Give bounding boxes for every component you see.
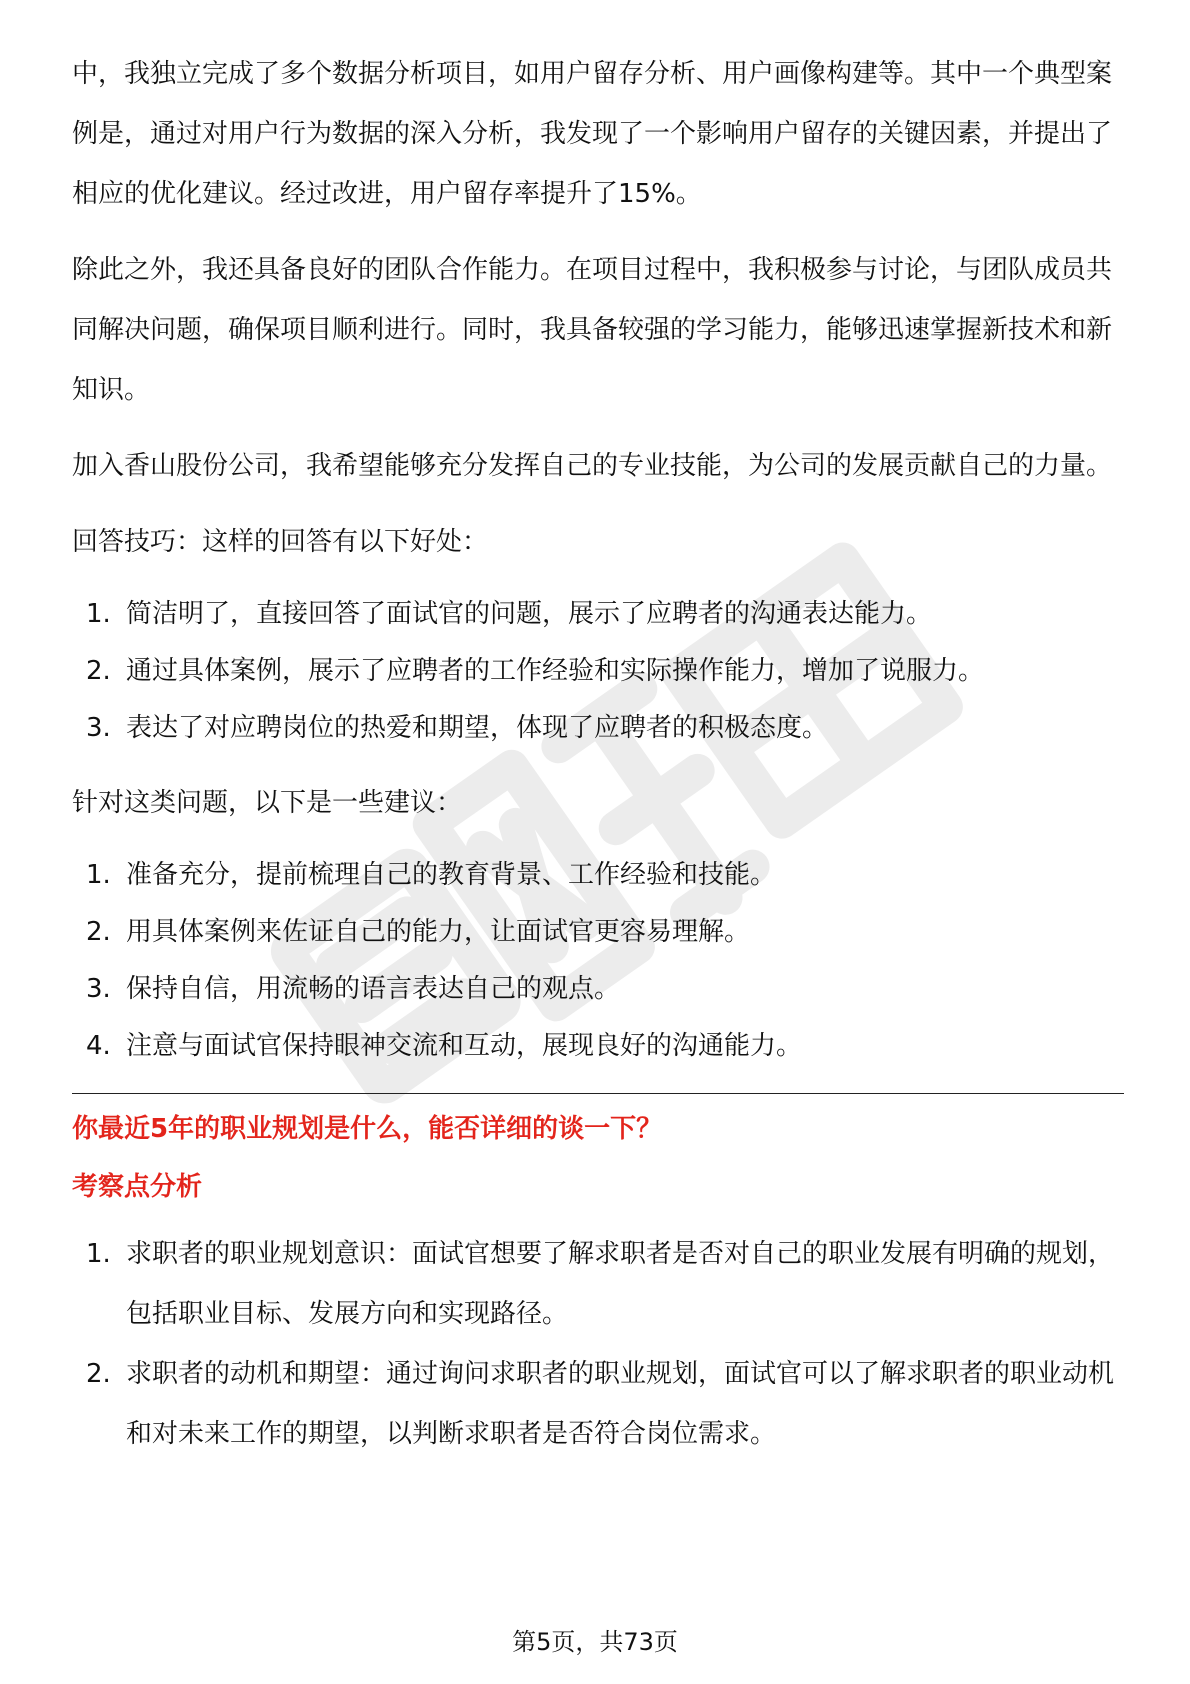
analysis-heading: 考察点分析 (72, 1172, 203, 1202)
section-divider (72, 1093, 1124, 1094)
list-item: 2. 通过具体案例，展示了应聘者的工作经验和实际操作能力，增加了说服力。 (86, 656, 985, 686)
analysis-list (72, 1224, 1124, 1464)
list-item: 4. 注意与面试官保持眼神交流和互动，展现良好的沟通能力。 (86, 1031, 803, 1061)
list-item: 1. 简洁明了，直接回答了面试官的问题，展示了应聘者的沟通表达能力。 (86, 599, 933, 629)
tips-heading: 回答技巧：这样的回答有以下好处： (72, 527, 489, 557)
paragraph-motivation: 加入香山股份公司，我希望能够充分发挥自己的专业技能，为公司的发展贡献自己的力量。 (72, 451, 1113, 481)
suggestions-list (72, 847, 1124, 1075)
list-item: 1. 准备充分，提前梳理自己的教育背景、工作经验和技能。 (86, 860, 777, 890)
list-item: 1. 求职者的职业规划意识：面试官想要了解求职者是否对自己的职业发展有明确的规划，包括职业目标、发展方向和实现路径。 (86, 1239, 1115, 1329)
paragraph-experience: 中，我独立完成了多个数据分析项目，如用户留存分析、用户画像构建等。其中一个典型案例是，通过对用户行为数据的深入分析，我发现了一个影响用户留存的关键因素，并提出了相应的优化建议。经过改进，用户留存率提升了15%。 (72, 59, 1113, 209)
tips-list (72, 586, 1124, 757)
paragraph-teamwork: 除此之外，我还具备良好的团队合作能力。在项目过程中，我积极参与讨论，与团队成员共同解决问题，确保项目顺利进行。同时，我具备较强的学习能力，能够迅速掌握新技术和新知识。 (72, 255, 1113, 405)
question-title: 你最近5年的职业规划是什么，能否详细的谈一下？ (72, 1114, 663, 1144)
list-item: 2. 用具体案例来佐证自己的能力，让面试官更容易理解。 (86, 917, 751, 947)
list-item: 3. 保持自信，用流畅的语言表达自己的观点。 (86, 974, 621, 1004)
list-item: 3. 表达了对应聘岗位的热爱和期望，体现了应聘者的积极态度。 (86, 713, 829, 743)
document-body (72, 44, 1124, 1464)
list-item: 2. 求职者的动机和期望：通过询问求职者的职业规划，面试官可以了解求职者的职业动机和对未来工作的期望，以判断求职者是否符合岗位需求。 (86, 1359, 1115, 1449)
page-number: 第5页，共73页 (512, 1628, 678, 1656)
suggestions-heading: 针对这类问题，以下是一些建议： (72, 788, 463, 818)
